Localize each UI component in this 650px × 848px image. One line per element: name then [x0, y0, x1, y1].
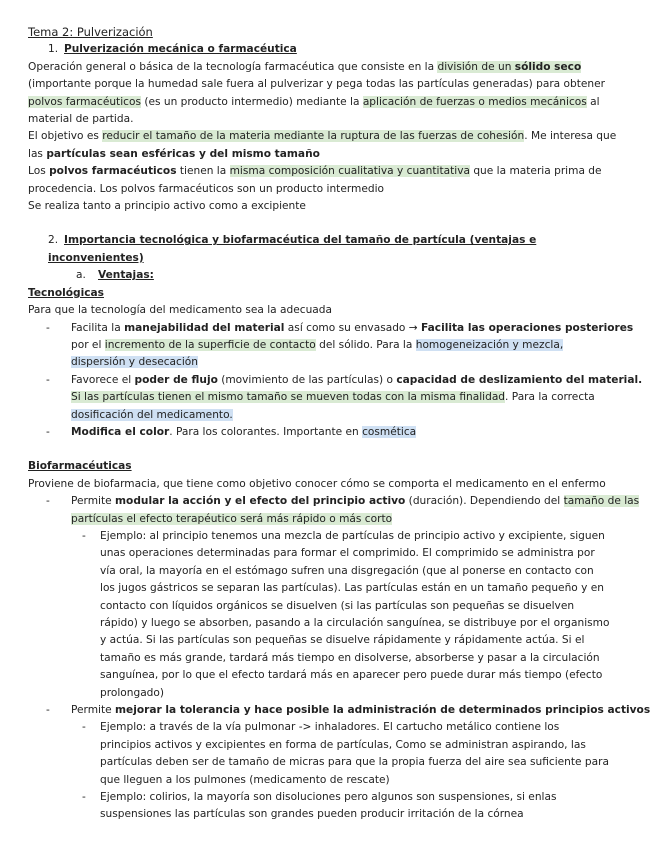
- sub-list-line: contacto con líquidos orgánicos se disuelven (si las partículas son pequeñas se disuelven: [100, 599, 575, 612]
- sub-list-line: vía oral, la mayoría en el estómago sufren una disgregación (que al ponerse en contacto con: [100, 564, 594, 577]
- list-item-continuation: dosificación del medicamento.: [71, 408, 233, 421]
- paragraph-line: procedencia. Los polvos farmacéuticos son un producto intermedio: [28, 182, 384, 195]
- list-item: - Permite mejorar la tolerancia y hace posible la administración de determinados principios activos: [46, 704, 650, 717]
- paragraph-line: Se realiza tanto a principio activo como a excipiente: [28, 200, 306, 213]
- list-item-continuation: Si las partículas tienen el mismo tamaño se mueven todas con la misma finalidad. Para la correcta: [71, 391, 595, 404]
- list-item: - Permite modular la acción y el efecto del principio activo (duración). Dependiendo del tamaño de las: [46, 495, 640, 508]
- sub-list-line: principios activos y excipientes en forma de partículas, Como se administran aspirando, las: [100, 738, 586, 751]
- sub-list-item: - Ejemplo: al principio tenemos una mezcla de partículas de principio activo y excipiente, siguen: [82, 529, 605, 542]
- sub-list-line: rápido) y luego se absorben, pasando a la circulación sanguínea, se distribuye por el organismo: [100, 617, 610, 629]
- section-2-heading: 2. Importancia tecnológica y biofarmacéutica del tamaño de partícula (ventajas e inconvenientes): [48, 234, 537, 264]
- list-item: - Favorece el poder de flujo (movimiento de las partículas) o capacidad de deslizamiento del material.: [46, 373, 643, 386]
- sub-list-item: - Ejemplo: colirios, la mayoría son disoluciones pero algunos son suspensiones, si enlas: [82, 791, 557, 804]
- list-item-continuation: partículas el efecto terapéutico será más rápido o más corto: [71, 512, 393, 525]
- list-item-continuation: por el incremento de la superficie de contacto del sólido. Para la homogeneización y mezcla,: [71, 338, 564, 351]
- paragraph-line: El objetivo es reducir el tamaño de la materia mediante la ruptura de las fuerzas de cohesión. Me interesa que: [28, 130, 617, 143]
- section-1-heading: 1. Pulverización mecánica o farmacéutica: [48, 43, 297, 56]
- paragraph-line: (importante porque la humedad sale fuera al pulverizar y pega todas las partículas generadas) para obtener: [28, 78, 605, 91]
- sub-list-item: - Ejemplo: a través de la vía pulmonar -> inhaladores. El cartucho metálico contiene los: [82, 721, 560, 734]
- sub-list-line: suspensiones las partículas son grandes pueden producir irritación de la córnea: [100, 808, 524, 821]
- sub-list-line: tamaño es más grande, tardará más tiempo en disolverse, absorberse y pasar a la circulación: [100, 651, 600, 664]
- sub-list-line: los jugos gástricos se separan las partículas). Las partículas están en un tamaño pequeño y en: [100, 582, 604, 595]
- paragraph-line: Proviene de biofarmacia, que tiene como objetivo conocer cómo se comporta el medicamento en el enfermo: [28, 477, 606, 490]
- sub-list-line: sanguínea, por lo que el efecto tardará más en aparecer pero puede durar más tiempo (efecto: [100, 669, 603, 682]
- paragraph-line: las partículas sean esféricas y del mismo tamaño: [28, 147, 320, 160]
- paragraph-line: material de partida.: [28, 113, 134, 126]
- paragraph-line: Para que la tecnología del medicamento sea la adecuada: [28, 304, 332, 317]
- document-title: Tema 2: Pulverización: [28, 25, 153, 39]
- list-item: - Facilita la manejabilidad del material así como su envasado → Facilita las operaciones posteriores: [46, 321, 634, 334]
- sub-list-line: unas operaciones determinadas para formar el comprimido. El comprimido se administra por: [100, 547, 595, 560]
- sub-list-line: que lleguen a los pulmones (medicamento de rescate): [100, 773, 390, 786]
- sub-list-line: y actúa. Si las partículas son pequeñas se disuelve rápidamente y rápidamente actúa. Si el: [100, 634, 585, 647]
- subsection-heading: a. Ventajas:: [76, 269, 154, 282]
- paragraph-line: polvos farmacéuticos (es un producto intermedio) mediante la aplicación de fuerzas o medios mecánicos al: [28, 95, 600, 108]
- biofarmaceuticas-heading: Biofarmacéuticas: [28, 460, 132, 473]
- paragraph-line: Operación general o básica de la tecnología farmacéutica que consiste en la división de un sólido seco: [28, 60, 582, 73]
- list-item-continuation: dispersión y desecación: [71, 356, 199, 369]
- sub-list-line: prolongado): [100, 686, 165, 699]
- list-item: - Modifica el color. Para los colorantes. Importante en cosmética: [46, 425, 417, 438]
- sub-list-line: partículas deben ser de tamaño de micras para que la propia fuerza del aire sea suficiente para: [100, 756, 609, 769]
- paragraph-line: Los polvos farmacéuticos tienen la misma composición cualitativa y cuantitativa que la materia prima de: [28, 165, 602, 178]
- tecnologicas-heading: Tecnológicas: [28, 286, 104, 299]
